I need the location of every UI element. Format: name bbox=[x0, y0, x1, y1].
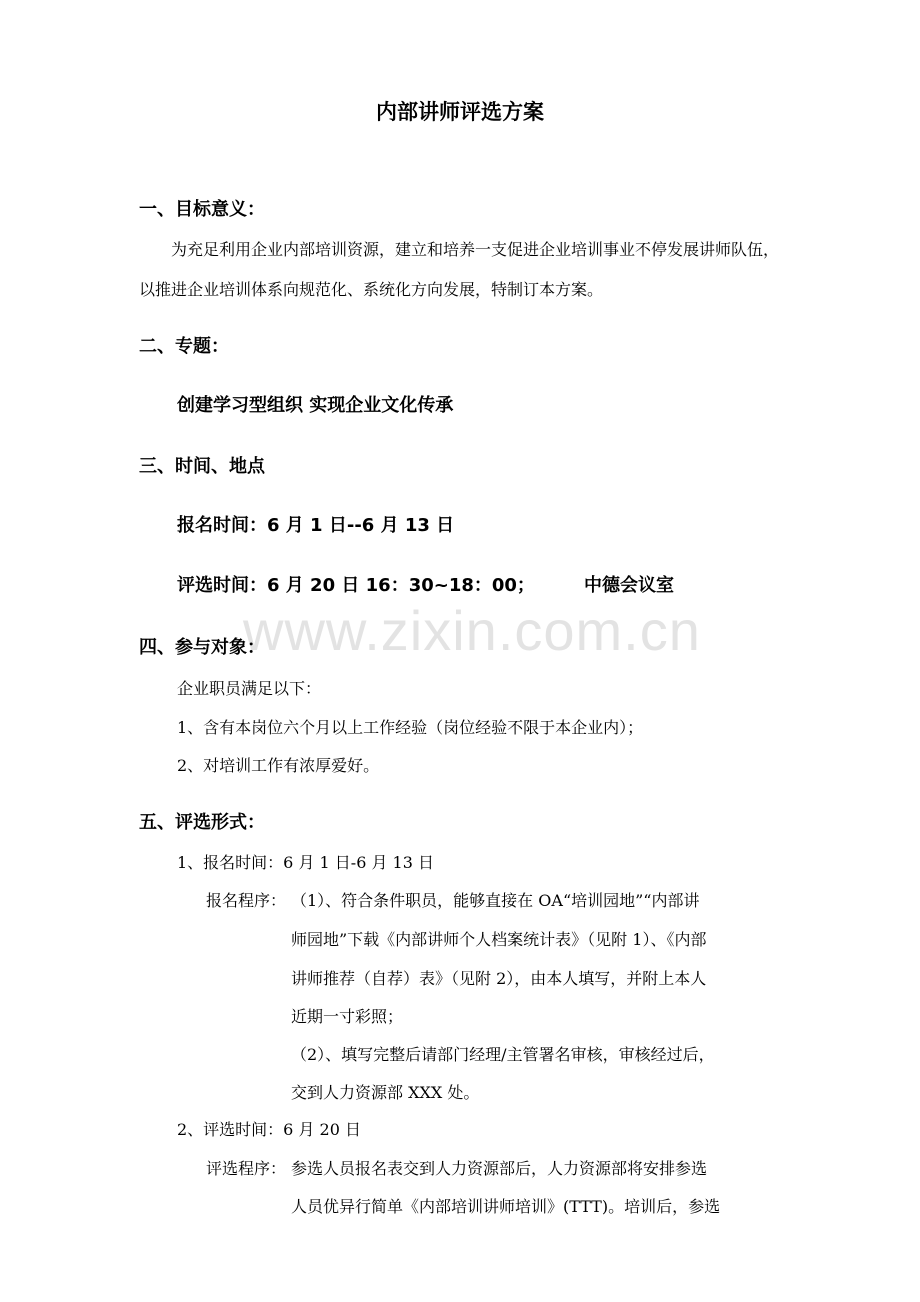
page-title: 内部讲师评选方案 bbox=[376, 100, 544, 124]
signup-procedure-line: （1）、符合条件职员，能够直接在 OA“培训园地”“内部讲 bbox=[291, 891, 700, 910]
participants-intro: 企业职员满足以下： bbox=[177, 679, 322, 698]
format-item-2: 2、评选时间：6 月 20 日 bbox=[177, 1120, 361, 1139]
participants-item-2: 2、对培训工作有浓厚爱好。 bbox=[177, 756, 380, 775]
signup-procedure-line: 讲师推荐（自荐）表》（见附 2），由本人填写，并附上本人 bbox=[291, 969, 707, 988]
selection-time: 评选时间：6 月 20 日 16：30~18：00； bbox=[177, 575, 535, 596]
section-heading-participants: 四、参与对象： bbox=[139, 637, 265, 658]
theme-text: 创建学习型组织 实现企业文化传承 bbox=[177, 395, 454, 416]
selection-procedure-label: 评选程序： bbox=[206, 1159, 287, 1178]
selection-procedure-line: 人员优异行简单《内部培训讲师培训》(TTT)。培训后，参选 bbox=[291, 1197, 721, 1216]
signup-procedure-label: 报名程序： bbox=[206, 891, 287, 910]
selection-procedure-line: 参选人员报名表交到人力资源部后，人力资源部将安排参选 bbox=[291, 1159, 708, 1178]
section-heading-time-place: 三、时间、地点 bbox=[139, 456, 265, 477]
section-heading-format: 五、评选形式： bbox=[139, 812, 265, 833]
signup-time: 报名时间：6 月 1 日--6 月 13 日 bbox=[177, 515, 455, 536]
goal-paragraph: 为充足利用企业内部培训资源，建立和培养一支促进企业培训事业不停发展讲师队伍，以推进企业培训体系向规范化、系统化方向发展，特制订本方案。 bbox=[139, 240, 780, 299]
signup-procedure-line: 交到人力资源部 XXX 处。 bbox=[291, 1083, 480, 1102]
watermark: www.zixin.com.cn bbox=[243, 599, 701, 662]
format-item-1: 1、报名时间：6 月 1 日-6 月 13 日 bbox=[177, 853, 435, 872]
section-heading-theme: 二、专题： bbox=[139, 336, 229, 357]
venue: 中德会议室 bbox=[584, 575, 674, 596]
section-heading-goal: 一、目标意义： bbox=[139, 199, 265, 220]
participants-item-1: 1、含有本岗位六个月以上工作经验（岗位经验不限于本企业内）； bbox=[177, 718, 644, 737]
signup-procedure-line: （2）、填写完整后请部门经理/主管署名审核，审核经过后， bbox=[291, 1045, 715, 1064]
signup-procedure-line: 近期一寸彩照； bbox=[291, 1007, 404, 1026]
signup-procedure-line: 师园地”下载《内部讲师个人档案统计表》（见附 1）、《内部 bbox=[291, 930, 707, 949]
